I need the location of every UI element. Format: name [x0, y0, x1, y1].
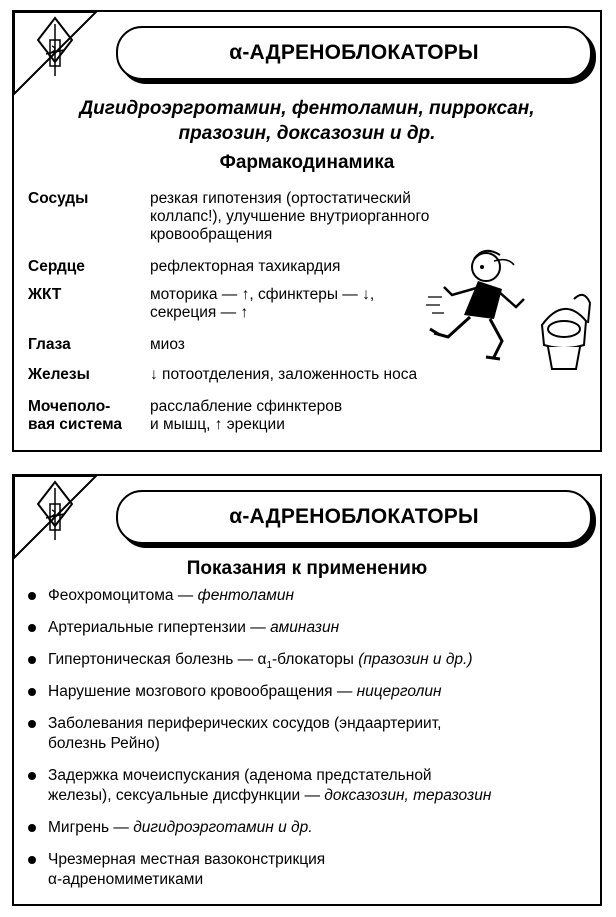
card-title: α-АДРЕНОБЛОКАТОРЫ [116, 26, 592, 80]
row-text-glands: ↓ потоотделения, заложенность носа [150, 366, 418, 383]
item-text: Заболевания периферических сосудов (эндаартериит, болезнь Рейно) [48, 715, 442, 752]
row-label-vessels: Сосуды [28, 190, 89, 207]
bullet-icon [28, 592, 36, 600]
item-subscript: 1 [266, 660, 272, 672]
item-text: Задержка мочеиспускания (аденома предстательной железы), сексуальные дисфункции — [48, 767, 432, 804]
drug-list [14, 96, 600, 146]
card-title: α-АДРЕНОБЛОКАТОРЫ [116, 490, 592, 544]
bullet-icon [28, 824, 36, 832]
row-text-eyes: миоз [150, 336, 185, 353]
section-heading: Показания к применению [186, 558, 428, 579]
drug-list-line-1: Дигидроэргротамин, фентоламин, пирроксан, [79, 98, 535, 119]
item-drug: (празозин и др.) [358, 651, 473, 668]
bullet-icon [28, 856, 36, 864]
item-text: Артериальные гипертензии — [48, 619, 271, 636]
item-text: Гипертоническая болезнь — α [48, 651, 267, 668]
item-text: Чрезмерная местная вазоконстрикция α-адреномиметиками [48, 851, 326, 888]
bullet-icon [28, 688, 36, 696]
bullet-icon [28, 656, 36, 664]
row-text-heart: рефлекторная тахикардия [150, 258, 341, 275]
item-text: Мигрень — [48, 819, 134, 836]
item-drug: фентоламин [197, 587, 295, 604]
drug-list-line-2: празозин, доксазозин и др. [178, 123, 436, 144]
row-label-eyes: Глаза [28, 336, 71, 353]
item-drug: ницерголин [356, 683, 442, 700]
bullet-icon [28, 772, 36, 780]
pharmacodynamics-card [12, 10, 602, 452]
syringe-logo-icon [12, 10, 98, 96]
running-man-toilet-illustration [424, 237, 594, 377]
syringe-logo-icon [12, 474, 98, 560]
item-text: Нарушение мозгового кровообращения — [48, 683, 357, 700]
item-text-2: -блокаторы [272, 651, 359, 668]
row-text-urogenital: расслабление сфинктеров и мышц, ↑ эрекции [150, 398, 343, 433]
bullet-icon [28, 720, 36, 728]
row-label-gi: ЖКТ [28, 286, 62, 303]
item-drug: аминазин [270, 619, 340, 636]
row-text-gi: моторика — ↑, сфинктеры — ↓, секреция — ↑ [150, 286, 375, 321]
row-label-glands: Железы [28, 366, 90, 383]
row-label-urogenital: Мочеполо- вая система [28, 398, 122, 433]
bullet-icon [28, 624, 36, 632]
section-heading: Фармакодинамика [219, 152, 395, 173]
item-text: Феохромоцитома — [48, 587, 198, 604]
row-label-heart: Сердце [28, 258, 85, 275]
indications-card [12, 474, 602, 906]
item-drug: доксазозин, теразозин [324, 787, 492, 804]
row-text-vessels: резкая гипотензия (ортостатический коллапс!), улучшение внутриорганного кровообращения [150, 190, 430, 243]
item-drug: дигидроэрготамин и др. [133, 819, 313, 836]
